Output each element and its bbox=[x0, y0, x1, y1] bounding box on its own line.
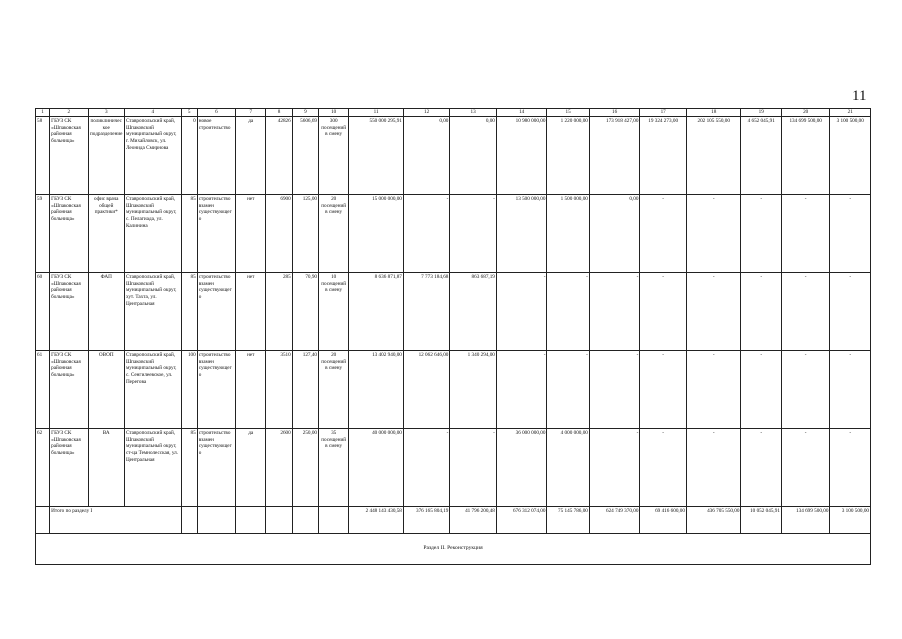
amount-cell: - bbox=[781, 429, 830, 507]
amount-cell: 7 773 184,68 bbox=[403, 273, 450, 351]
amount-cell: - bbox=[830, 195, 871, 273]
total-cell: 41 796 200,48 bbox=[450, 507, 497, 534]
column-header: 8 bbox=[266, 109, 292, 117]
column-header: 6 bbox=[197, 109, 235, 117]
amount-cell: - bbox=[589, 351, 640, 429]
amount-cell: 0,00 bbox=[403, 117, 450, 195]
area-value: 3510 bbox=[266, 351, 292, 429]
amount-cell: 19 324 273,00 bbox=[640, 117, 687, 195]
column-header: 17 bbox=[640, 109, 687, 117]
amount-cell: - bbox=[640, 273, 687, 351]
data-table bbox=[35, 108, 871, 565]
row-number: 59 bbox=[36, 195, 50, 273]
total-cell: 69 416 600,00 bbox=[640, 507, 687, 534]
amount-cell: 0,00 bbox=[589, 195, 640, 273]
area-value: 42826 bbox=[266, 117, 292, 195]
amount-cell: 36 000 000,00 bbox=[496, 429, 547, 507]
amount-cell: - bbox=[781, 273, 830, 351]
area-value: 6900 bbox=[266, 195, 292, 273]
column-header: 7 bbox=[236, 109, 266, 117]
column-header: 20 bbox=[781, 109, 830, 117]
capacity: 20 посещений в смену bbox=[319, 351, 349, 429]
wear-percent: 85 bbox=[181, 195, 197, 273]
amount-cell: - bbox=[496, 351, 547, 429]
total-label: Итого по разделу I bbox=[50, 507, 181, 534]
amount-cell: - bbox=[781, 195, 830, 273]
column-header: 15 bbox=[547, 109, 589, 117]
amount-cell: - bbox=[547, 351, 589, 429]
amount-cell: - bbox=[496, 273, 547, 351]
institution-name: ГБУЗ СК «Шпаковская районная больница» bbox=[50, 273, 88, 351]
column-header: 10 bbox=[319, 109, 349, 117]
amount-cell: - bbox=[640, 429, 687, 507]
column-header: 5 bbox=[181, 109, 197, 117]
total-row bbox=[36, 507, 871, 534]
row-number: 61 bbox=[36, 351, 50, 429]
amount-cell: - bbox=[686, 351, 741, 429]
amount-cell: - bbox=[450, 195, 497, 273]
column-header: 19 bbox=[741, 109, 781, 117]
address: Ставропольский край, Шпаковский муниципальный округ, хут. Тахта, ул. Центральная bbox=[124, 273, 181, 351]
capacity: 35 посещений в смену bbox=[319, 429, 349, 507]
header-row bbox=[36, 109, 871, 117]
table-row bbox=[36, 429, 871, 507]
amount-cell: 10 980 000,00 bbox=[496, 117, 547, 195]
amount-cell: - bbox=[781, 351, 830, 429]
amount-cell: - bbox=[450, 429, 497, 507]
institution-name: ГБУЗ СК «Шпаковская районная больница» bbox=[50, 351, 88, 429]
wear-percent: 85 bbox=[181, 429, 197, 507]
column-header: 3 bbox=[88, 109, 124, 117]
section-title: Раздел II. Реконструкция bbox=[36, 534, 871, 565]
amount-cell: 8 636 871,87 bbox=[349, 273, 404, 351]
amount-cell: - bbox=[686, 195, 741, 273]
address: Ставропольский край, Шпаковский муниципальный округ, г. Михайловск, ул. Леонида Смирнова bbox=[124, 117, 181, 195]
amount-cell: 4 652 045,91 bbox=[741, 117, 781, 195]
amount-cell: 173 918 427,00 bbox=[589, 117, 640, 195]
column-header: 13 bbox=[450, 109, 497, 117]
amount-cell: 863 687,19 bbox=[450, 273, 497, 351]
amount-cell: - bbox=[547, 273, 589, 351]
total-cell: 624 749 370,00 bbox=[589, 507, 640, 534]
total-cell: 75 145 786,00 bbox=[547, 507, 589, 534]
amount-cell: - bbox=[741, 195, 781, 273]
amount-cell: 13 402 940,00 bbox=[349, 351, 404, 429]
amount-cell: - bbox=[830, 351, 871, 429]
column-header: 21 bbox=[830, 109, 871, 117]
table-row bbox=[36, 195, 871, 273]
area-value: 285 bbox=[266, 273, 292, 351]
area-value-2: 127,40 bbox=[292, 351, 318, 429]
amount-cell: 1 340 294,00 bbox=[450, 351, 497, 429]
address: Ставропольский край, Шпаковский муниципальный округ, с. Пелагиада, ул. Калинина bbox=[124, 195, 181, 273]
facility-type: ВА bbox=[88, 429, 124, 507]
wear-percent: 0 bbox=[181, 117, 197, 195]
flag: да bbox=[236, 117, 266, 195]
amount-cell: 550 000 295,91 bbox=[349, 117, 404, 195]
amount-cell: - bbox=[686, 273, 741, 351]
amount-cell: 12 062 646,00 bbox=[403, 351, 450, 429]
total-cell: 3 100 500,00 bbox=[830, 507, 871, 534]
construction-type: строительство взамен существующего bbox=[197, 273, 235, 351]
amount-cell: 0,00 bbox=[450, 117, 497, 195]
address: Ставропольский край, Шпаковский муниципальный округ, с. Сенгилеевское, ул. Перегова bbox=[124, 351, 181, 429]
amount-cell: - bbox=[640, 195, 687, 273]
amount-cell: - bbox=[403, 429, 450, 507]
row-number: 60 bbox=[36, 273, 50, 351]
flag: да bbox=[236, 429, 266, 507]
total-cell: 676 312 074,00 bbox=[496, 507, 547, 534]
amount-cell: - bbox=[741, 351, 781, 429]
table-row bbox=[36, 273, 871, 351]
amount-cell: - bbox=[403, 195, 450, 273]
column-header: 16 bbox=[589, 109, 640, 117]
construction-type: строительство взамен существующего bbox=[197, 195, 235, 273]
column-header: 9 bbox=[292, 109, 318, 117]
amount-cell: 3 100 500,00 bbox=[830, 117, 871, 195]
row-number: 58 bbox=[36, 117, 50, 195]
amount-cell: - bbox=[589, 273, 640, 351]
amount-cell: 134 699 500,00 bbox=[781, 117, 830, 195]
page-number: 11 bbox=[852, 88, 867, 104]
table-row bbox=[36, 117, 871, 195]
facility-type: ОВОП bbox=[88, 351, 124, 429]
construction-type: строительство взамен существующего bbox=[197, 429, 235, 507]
amount-cell: 40 000 000,00 bbox=[349, 429, 404, 507]
amount-cell: 1 500 000,00 bbox=[547, 195, 589, 273]
total-cell: 2 448 143 430,58 bbox=[349, 507, 404, 534]
amount-cell: 1 220 000,00 bbox=[547, 117, 589, 195]
column-header: 4 bbox=[124, 109, 181, 117]
total-cell: 10 052 045,91 bbox=[741, 507, 781, 534]
amount-cell: 13 500 000,00 bbox=[496, 195, 547, 273]
area-value: 2600 bbox=[266, 429, 292, 507]
area-value-2: 70,90 bbox=[292, 273, 318, 351]
capacity: 20 посещений в смену bbox=[319, 195, 349, 273]
wear-percent: 85 bbox=[181, 273, 197, 351]
institution-name: ГБУЗ СК «Шпаковская районная больница» bbox=[50, 429, 88, 507]
total-cell: 436 705 550,00 bbox=[686, 507, 741, 534]
amount-cell: - bbox=[830, 273, 871, 351]
amount-cell: - bbox=[640, 351, 687, 429]
capacity: 10 посещений в смену bbox=[319, 273, 349, 351]
amount-cell: - bbox=[830, 429, 871, 507]
total-cell: 134 699 500,00 bbox=[781, 507, 830, 534]
column-header: 11 bbox=[349, 109, 404, 117]
amount-cell: - bbox=[741, 429, 781, 507]
area-value-2: 125,00 bbox=[292, 195, 318, 273]
column-header: 12 bbox=[403, 109, 450, 117]
column-header: 2 bbox=[50, 109, 88, 117]
facility-type: офис врача общей практики* bbox=[88, 195, 124, 273]
column-header: 18 bbox=[686, 109, 741, 117]
amount-cell: - bbox=[686, 429, 741, 507]
construction-type: новое строительство bbox=[197, 117, 235, 195]
section-row bbox=[36, 534, 871, 565]
institution-name: ГБУЗ СК «Шпаковская районная больница» bbox=[50, 117, 88, 195]
wear-percent: 100 bbox=[181, 351, 197, 429]
address: Ставропольский край, Шпаковский муниципальный округ, ст-ца Темнолесская, ул. Центральная bbox=[124, 429, 181, 507]
column-header: 1 bbox=[36, 109, 50, 117]
amount-cell: 4 000 000,00 bbox=[547, 429, 589, 507]
amount-cell: - bbox=[741, 273, 781, 351]
amount-cell: 202 105 550,00 bbox=[686, 117, 741, 195]
institution-name: ГБУЗ СК «Шпаковская районная больница» bbox=[50, 195, 88, 273]
flag: нет bbox=[236, 273, 266, 351]
facility-type: ФАП bbox=[88, 273, 124, 351]
total-cell: 376 165 804,19 bbox=[403, 507, 450, 534]
row-number: 62 bbox=[36, 429, 50, 507]
capacity: 300 посещений в смену bbox=[319, 117, 349, 195]
area-value-2: 250,00 bbox=[292, 429, 318, 507]
table-row bbox=[36, 351, 871, 429]
column-header: 14 bbox=[496, 109, 547, 117]
flag: нет bbox=[236, 351, 266, 429]
construction-type: строительство взамен существующего bbox=[197, 351, 235, 429]
area-value-2: 5606,69 bbox=[292, 117, 318, 195]
flag: нет bbox=[236, 195, 266, 273]
amount-cell: 15 000 000,00 bbox=[349, 195, 404, 273]
facility-type: поликлиническое подразделение bbox=[88, 117, 124, 195]
amount-cell: - bbox=[589, 429, 640, 507]
